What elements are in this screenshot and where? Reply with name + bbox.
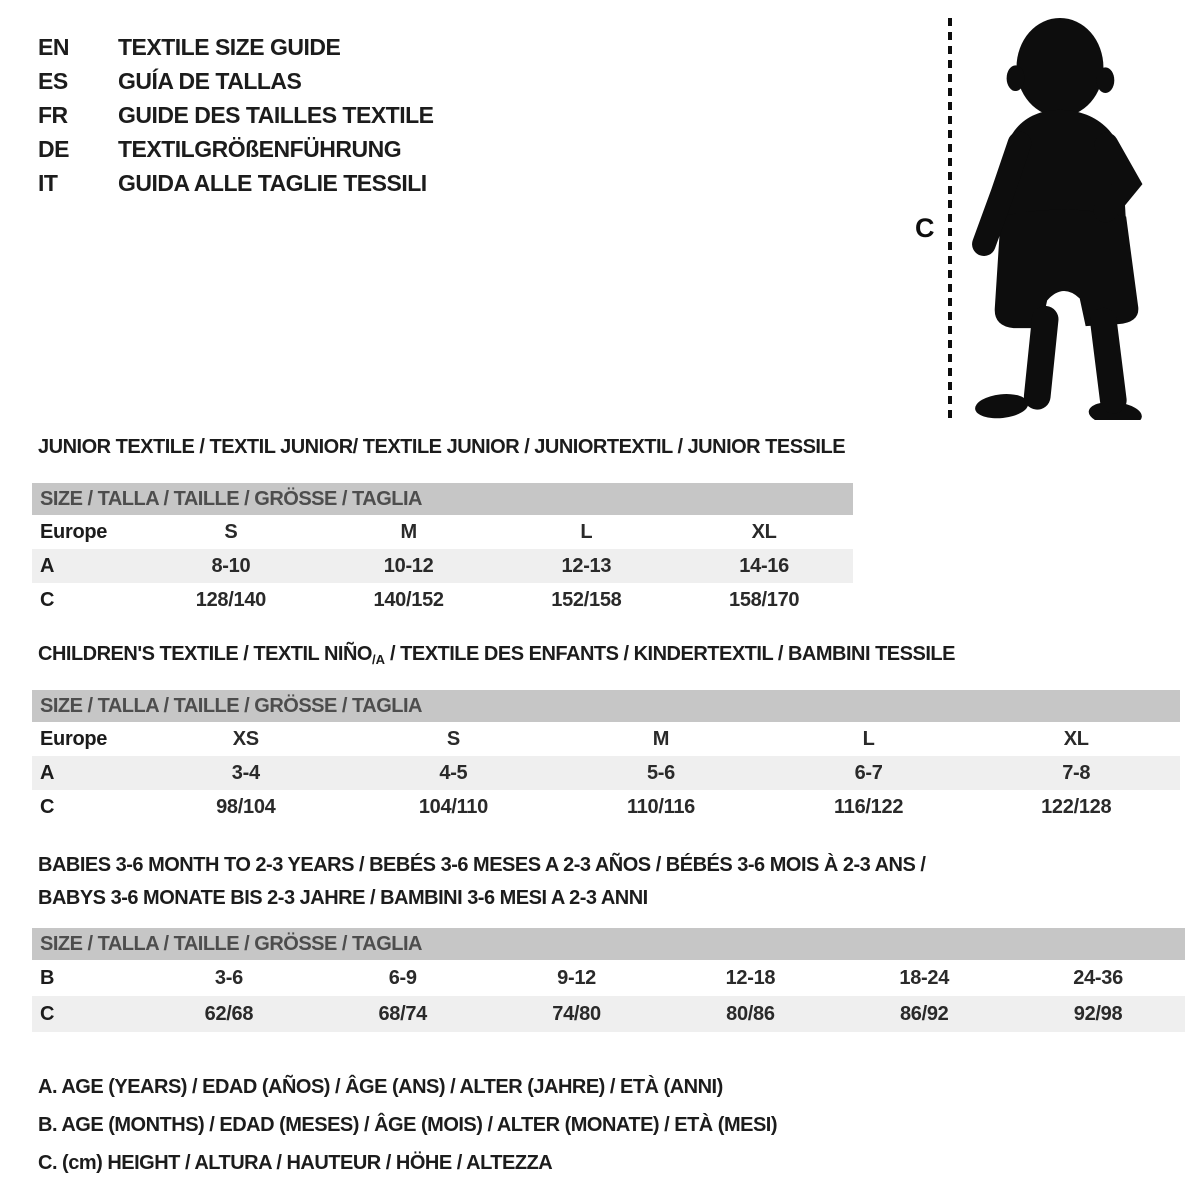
size-cell: XS bbox=[232, 727, 259, 750]
size-cell: M bbox=[652, 727, 670, 750]
language-code: EN bbox=[38, 33, 69, 60]
size-cell: L bbox=[862, 727, 875, 750]
row-label: B bbox=[40, 966, 55, 989]
size-cell: 158/170 bbox=[729, 588, 800, 611]
size-cell: 152/158 bbox=[551, 588, 622, 611]
language-row-it bbox=[38, 166, 434, 200]
size-cell: 12-18 bbox=[725, 966, 776, 989]
size-cell: 3-4 bbox=[231, 761, 260, 784]
footnote-b: B. AGE (MONTHS) / EDAD (MESES) / ÂGE (MOIS) / ALTER (MONATE) / ETÀ (MESI) bbox=[38, 1114, 778, 1136]
children-title-sub: /A bbox=[371, 652, 385, 667]
footnote-a: A. AGE (YEARS) / EDAD (AÑOS) / ÂGE (ANS) / ALTER (JAHRE) / ETÀ (ANNI) bbox=[38, 1076, 723, 1098]
table-row bbox=[32, 722, 1180, 756]
size-cell: 68/74 bbox=[378, 1002, 428, 1025]
table-row bbox=[32, 515, 853, 549]
size-cell: 86/92 bbox=[899, 1002, 949, 1025]
babies-title-line2: BABYS 3-6 MONATE BIS 2-3 JAHRE / BAMBINI 3-6 MESI A 2-3 ANNI bbox=[38, 887, 648, 909]
table-row bbox=[32, 960, 1185, 996]
size-cell: 98/104 bbox=[216, 795, 276, 818]
language-title: TEXTILGRÖßENFÜHRUNG bbox=[118, 135, 402, 162]
size-cell: 10-12 bbox=[383, 554, 434, 577]
height-measure-dashed-line bbox=[948, 18, 952, 420]
size-header-bar: SIZE / TALLA / TAILLE / GRÖSSE / TAGLIA bbox=[32, 928, 1185, 960]
language-code: DE bbox=[38, 135, 69, 162]
size-cell: M bbox=[400, 520, 417, 543]
size-cell: 5-6 bbox=[646, 761, 675, 784]
row-label: A bbox=[40, 554, 55, 577]
language-row-de bbox=[38, 132, 434, 166]
size-cell: 14-16 bbox=[739, 554, 789, 577]
children-title-post: / TEXTILE DES ENFANTS / KINDERTEXTIL / BAMBINI TESSILE bbox=[384, 643, 955, 665]
size-cell: S bbox=[446, 727, 460, 750]
language-code: ES bbox=[38, 67, 68, 94]
size-cell: 12-13 bbox=[561, 554, 612, 577]
babies-section-title bbox=[38, 849, 925, 915]
footnote-c: C. (cm) HEIGHT / ALTURA / HAUTEUR / HÖHE / ALTEZZA bbox=[38, 1152, 553, 1174]
language-title: GUIDE DES TAILLES TEXTILE bbox=[118, 101, 434, 128]
row-label: C bbox=[40, 795, 55, 818]
language-list bbox=[38, 30, 434, 200]
size-header-bar: SIZE / TALLA / TAILLE / GRÖSSE / TAGLIA bbox=[32, 690, 1180, 722]
size-cell: 4-5 bbox=[439, 761, 468, 784]
size-cell: 122/128 bbox=[1041, 795, 1112, 818]
size-cell: 62/68 bbox=[204, 1002, 254, 1025]
language-title: TEXTILE SIZE GUIDE bbox=[118, 33, 341, 60]
size-cell: S bbox=[224, 520, 238, 543]
size-cell: L bbox=[580, 520, 593, 543]
children-section-title bbox=[38, 643, 955, 667]
size-cell: XL bbox=[751, 520, 777, 543]
size-cell: 80/86 bbox=[726, 1002, 775, 1025]
height-figure bbox=[905, 10, 1155, 430]
measure-label-c: C bbox=[915, 213, 935, 243]
row-label: C bbox=[40, 1002, 55, 1025]
table-row bbox=[32, 790, 1180, 824]
size-cell: XL bbox=[1063, 727, 1089, 750]
size-cell: 9-12 bbox=[557, 966, 596, 989]
row-label: A bbox=[40, 761, 55, 784]
size-cell: 18-24 bbox=[899, 966, 950, 989]
language-code: FR bbox=[38, 101, 68, 128]
size-cell: 3-6 bbox=[214, 966, 243, 989]
table-row bbox=[32, 996, 1185, 1032]
size-cell: 140/152 bbox=[373, 588, 444, 611]
size-cell: 7-8 bbox=[1062, 761, 1091, 784]
footnotes bbox=[38, 1068, 777, 1182]
row-label: C bbox=[40, 588, 55, 611]
table-row bbox=[32, 583, 853, 617]
language-row-en bbox=[38, 30, 434, 64]
language-row-es bbox=[38, 64, 434, 98]
size-cell: 6-7 bbox=[854, 761, 883, 784]
size-cell: 8-10 bbox=[211, 554, 251, 577]
babies-title-line1: BABIES 3-6 MONTH TO 2-3 YEARS / BEBÉS 3-6 MESES A 2-3 AÑOS / BÉBÉS 3-6 MOIS À 2-3 ANS / bbox=[38, 854, 926, 876]
toddler-silhouette-icon bbox=[967, 15, 1147, 420]
size-cell: 110/116 bbox=[626, 795, 695, 818]
junior-size-table bbox=[32, 483, 853, 617]
size-cell: 116/122 bbox=[834, 795, 904, 818]
table-row bbox=[32, 549, 853, 583]
size-cell: 92/98 bbox=[1073, 1002, 1123, 1025]
row-label: Europe bbox=[40, 520, 108, 543]
size-cell: 104/110 bbox=[418, 795, 488, 818]
language-row-fr bbox=[38, 98, 434, 132]
row-label: Europe bbox=[40, 727, 108, 750]
children-title-pre: CHILDREN'S TEXTILE / TEXTIL NIÑO bbox=[38, 643, 372, 665]
size-cell: 6-9 bbox=[388, 966, 417, 989]
size-cell: 128/140 bbox=[195, 588, 266, 611]
size-cell: 74/80 bbox=[552, 1002, 601, 1025]
language-title: GUIDA ALLE TAGLIE TESSILI bbox=[118, 169, 427, 196]
language-title: GUÍA DE TALLAS bbox=[118, 67, 302, 94]
size-header-bar: SIZE / TALLA / TAILLE / GRÖSSE / TAGLIA bbox=[32, 483, 853, 515]
junior-section-title: JUNIOR TEXTILE / TEXTIL JUNIOR/ TEXTILE JUNIOR / JUNIORTEXTIL / JUNIOR TESSILE bbox=[38, 436, 846, 458]
children-size-table bbox=[32, 690, 1180, 824]
language-code: IT bbox=[38, 169, 58, 196]
babies-size-table bbox=[32, 928, 1185, 1032]
size-cell: 24-36 bbox=[1073, 966, 1123, 989]
table-row bbox=[32, 756, 1180, 790]
